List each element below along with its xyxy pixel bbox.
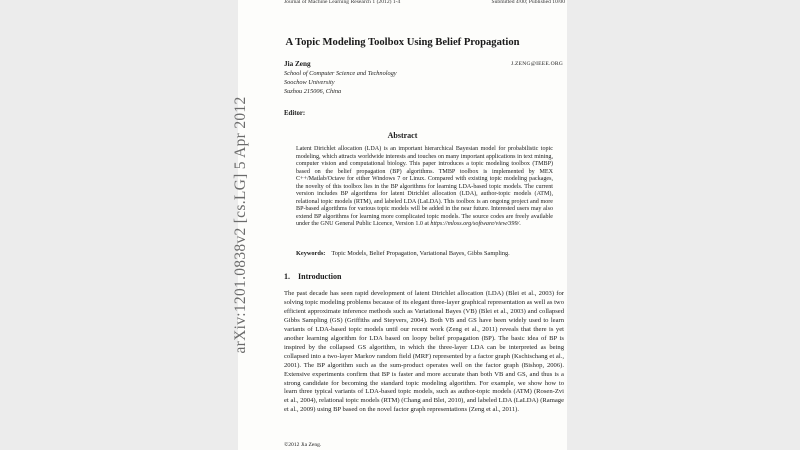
affiliation-line: School of Computer Science and Technology bbox=[284, 70, 397, 77]
section-number: 1. bbox=[284, 272, 290, 281]
journal-header: Journal of Machine Learning Research 1 (2012) 1-4 bbox=[284, 0, 401, 5]
abstract-heading: Abstract bbox=[387, 131, 418, 140]
arxiv-stamp: arXiv:1201.0838v2 [cs.LG] 5 Apr 2012 bbox=[232, 96, 249, 354]
affiliation-line: Suzhou 215006, China bbox=[284, 88, 342, 95]
keywords-label: Keywords: bbox=[296, 250, 326, 257]
copyright-footer: ©2012 Jia Zeng. bbox=[284, 442, 322, 448]
affiliation-line: Soochow University bbox=[284, 79, 335, 86]
abstract-text bbox=[296, 146, 553, 229]
author-email: J.ZENG@IEEE.ORG bbox=[511, 61, 563, 67]
introduction-paragraph: The past decade has seen rapid development of latent Dirichlet allocation (LDA) (Blei et al., 2003) for solving topic modeling problems because of its elegant three-layer graphical representation as well as two efficient approximate inference methods such as Variational Bayes (VB) (Blei et al., 2003) and collapsed Gibbs Sampling (GS) (Griffiths and Steyvers, 2004). Both VB and GS have been widely used to learn variants of LDA-based topic models until our recent work (Zeng et al., 2011) reveals that there is yet another learning algorithm for LDA based on loopy belief propagation (BP). The basic idea of BP is inspired by the collapsed GS algorithm, in which the three-layer LDA can be interpreted as being collapsed into a two-layer Markov random field (MRF) represented by a factor graph (Kschischang et al., 2001). The BP algorithm such as the sum-product operates well on the factor graph (Bishop, 2006). Extensive experiments confirm that BP is faster and more accurate than both VB and GS, and thus is a strong candidate for becoming the standard topic modeling algorithm. For example, we show how to learn three typical variants of LDA-based topic models, such as author-topic models (ATM) (Rosen-Zvi et al., 2004), relational topic models (RTM) (Chang and Blei, 2010), and labeled LDA (LaLDA) (Ramage et al., 2009) using BP based on the novel factor graph representations (Zeng et al., 2011). bbox=[284, 290, 564, 414]
keywords-list: Topic Models, Belief Propagation, Variational Bayes, Gibbs Sampling. bbox=[331, 250, 510, 257]
keywords bbox=[296, 250, 553, 257]
author-name: Jia Zeng bbox=[284, 60, 311, 68]
section-heading-introduction bbox=[284, 272, 341, 281]
left-margin-background bbox=[0, 0, 238, 450]
source-code-link[interactable]: https://mloss.org/software/view/399/ bbox=[430, 221, 520, 228]
abstract-end: . bbox=[519, 221, 521, 228]
section-title: Introduction bbox=[298, 272, 342, 281]
right-margin-background bbox=[567, 0, 800, 450]
paper-page bbox=[238, 0, 567, 450]
paper-title: A Topic Modeling Toolbox Using Belief Propagation bbox=[285, 37, 520, 48]
abstract-body: Latent Dirichlet allocation (LDA) is an important hierarchical Bayesian model for probabilistic topic modeling, which attracts worldwide interests and touches on many important applications in text mining, computer vision and computational biology. This paper introduces a topic modeling toolbox (TMBP) based on the belief propagation (BP) algorithms. TMBP toolbox is implemented by MEX C++/Matlab/Octave for either Windows 7 or Linux. Compared with existing topic modeling packages, the novelty of this toolbox lies in the BP algorithms for learning LDA-based topic models. The current version includes BP algorithms for latent Dirichlet allocation (LDA), author-topic models (ATM), relational topic models (RTM), and labeled LDA (LaLDA). This toolbox is an ongoing project and more BP-based algorithms for various topic models will be added in the near future. Interested users may also extend BP algorithms for learning more complicated topic models. The source codes are freely available under the GNU General Public Licence, Version 1.0 at bbox=[296, 146, 553, 228]
submission-dates: Submitted 4/00; Published 10/00 bbox=[491, 0, 565, 5]
editor-label: Editor: bbox=[284, 110, 306, 117]
